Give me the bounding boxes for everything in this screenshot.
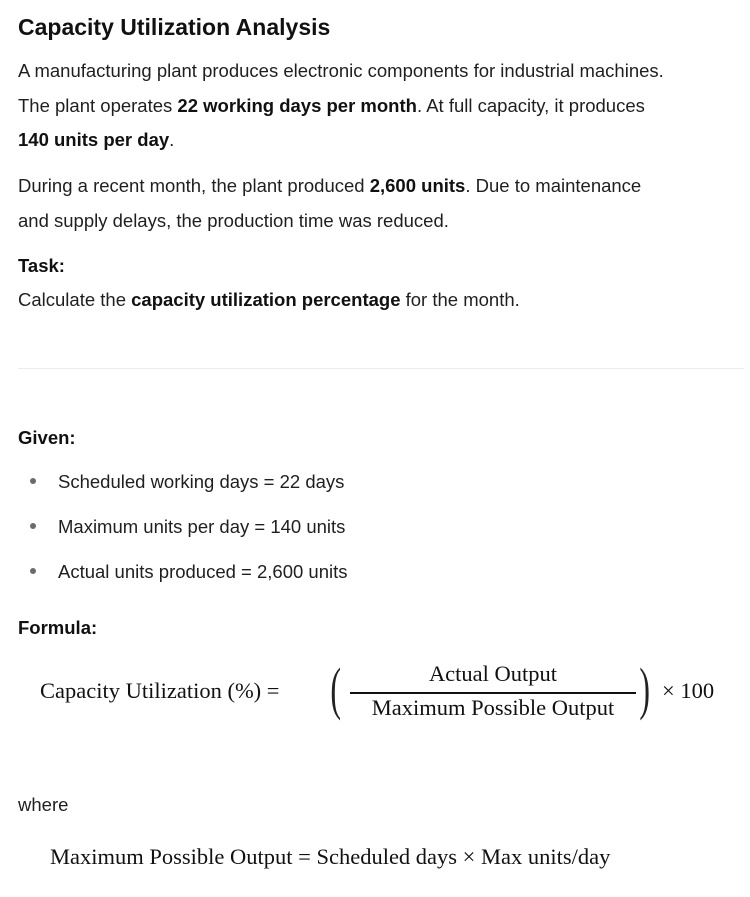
formula-numerator: Actual Output — [428, 661, 558, 686]
given-item-text: Scheduled working days = 22 days — [58, 471, 345, 492]
given-item-text: Actual units produced = 2,600 units — [58, 561, 348, 582]
formula-multiplier: × 100 — [662, 678, 715, 703]
intro-text: . — [169, 129, 175, 150]
task-text-post: for the month. — [400, 289, 520, 310]
formula-label: Formula: — [18, 617, 98, 638]
intro-sentence-1: A manufacturing plant produces electronic components for industrial machines. — [18, 60, 664, 81]
bullet-icon — [30, 523, 36, 529]
formula-right-paren: ) — [639, 656, 650, 721]
intro-text: . At full capacity, it produces — [416, 94, 645, 116]
intro-paragraph — [18, 54, 746, 158]
section-divider — [18, 368, 744, 369]
task-bold: capacity utilization percentage — [131, 289, 401, 310]
intro-bold-days: 22 working days per month — [177, 94, 417, 116]
bullet-icon — [30, 568, 36, 574]
task-text — [18, 283, 746, 318]
given-label: Given: — [18, 427, 76, 448]
month-text: and supply delays, the production time was reduced. — [18, 209, 449, 231]
formula-lhs: Capacity Utilization (%) = — [40, 678, 280, 703]
month-paragraph — [18, 169, 746, 238]
given-item-text: Maximum units per day = 140 units — [58, 516, 346, 537]
month-text: During a recent month, the plant produced — [18, 175, 370, 196]
given-item — [30, 560, 348, 584]
month-text: . Due to maintenance — [465, 175, 642, 196]
task-label: Task: — [18, 255, 65, 276]
intro-text: The plant operates — [18, 94, 178, 116]
intro-bold-units: 140 units per day — [18, 129, 170, 150]
given-item — [30, 470, 344, 494]
given-item — [30, 515, 345, 539]
formula-left-paren: ( — [330, 656, 341, 721]
fraction-bar — [350, 692, 636, 694]
bullet-icon — [30, 478, 36, 484]
task-text-pre: Calculate the — [18, 289, 132, 310]
formula-denominator: Maximum Possible Output — [371, 695, 615, 720]
where-label: where — [18, 794, 69, 815]
page-title: Capacity Utilization Analysis — [18, 14, 331, 40]
month-bold-units: 2,600 units — [369, 175, 466, 196]
max-output-equation: Maximum Possible Output = Scheduled days × Max units/day — [50, 844, 611, 869]
